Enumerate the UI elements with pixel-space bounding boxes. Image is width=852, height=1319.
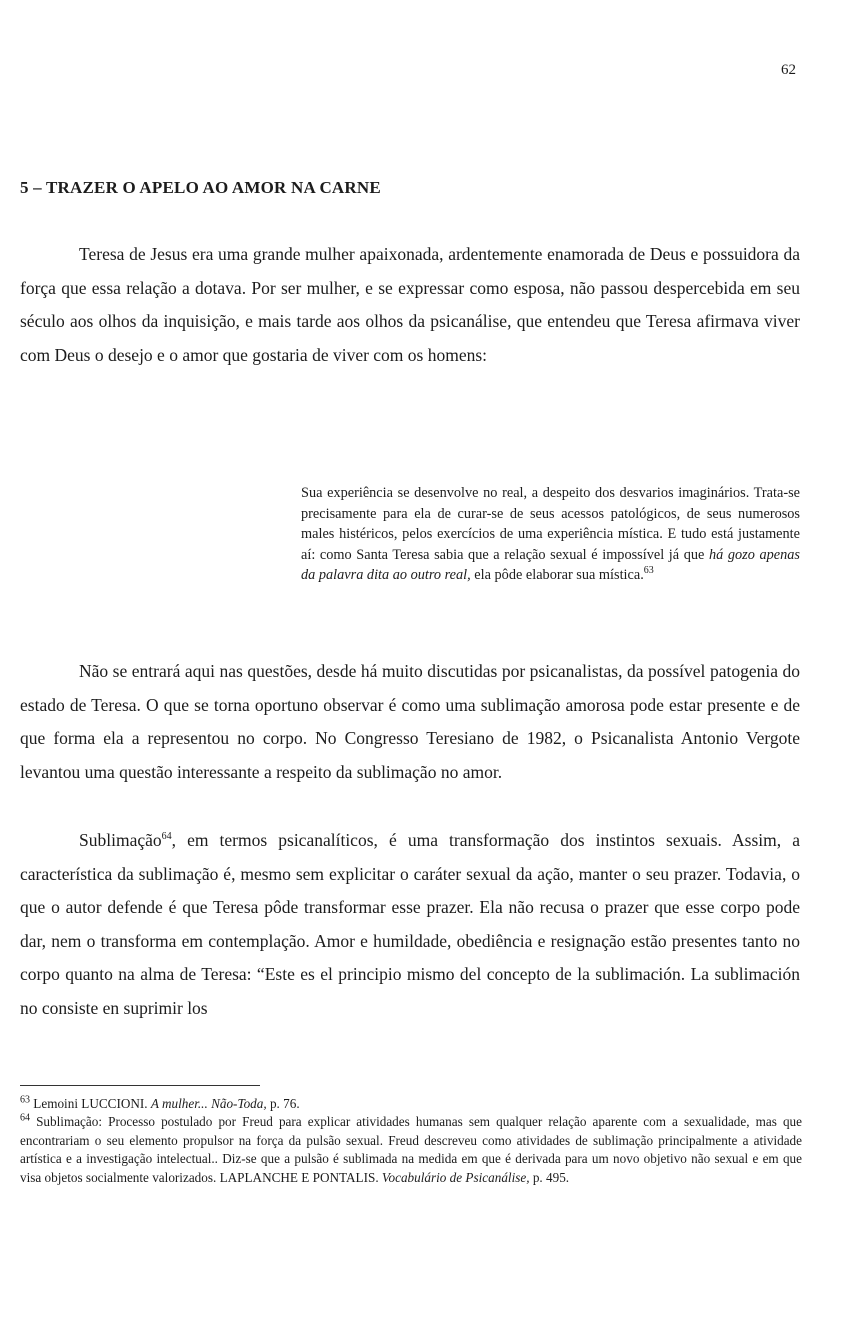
paragraph-3-lead: Sublimação (79, 830, 162, 850)
footnote-63-tail: p. 76. (266, 1096, 300, 1111)
footnote-63-author: Lemoini LUCCIONI. (33, 1096, 148, 1111)
footnote-63-title: A mulher... Não-Toda, (150, 1096, 267, 1111)
footnote-63-number: 63 (20, 1094, 30, 1106)
body-paragraph-2: Não se entrará aqui nas questões, desde há muito discutidas por psicanalistas, da possível patogenia do estado de Teresa. O que se torna oportuno observar é como uma sublimação amorosa pode estar presente e de que forma ela a representou no corpo. No Congresso Teresiano de 1982, o Psicanalista Antonio Vergote levantou uma questão interessante a respeito da sublimação no amor. (20, 661, 800, 782)
paragraph-3-text: , em termos psicanalíticos, é uma transformação dos instintos sexuais. Assim, a característica da sublimação é, mesmo sem explicitar o caráter sexual da ação, manter o seu prazer. Todavia, o que o autor defende é que Teresa pôde transformar esse prazer. Ela não recusa o prazer que esse corpo pode dar, nem o transforma em contemplação. Amor e humildade, obediência e resignação estão presentes tanto no corpo quanto na alma de Teresa: “Este es el principio mismo del concepto de la sublimación. La sublimación no consiste en suprimir los (20, 830, 800, 1018)
block-quote (301, 483, 800, 586)
quote-text-after: ela pôde elaborar sua mística. (470, 567, 644, 584)
footnote-separator (20, 1085, 260, 1086)
footnote-64-number: 64 (20, 1112, 30, 1124)
quote-text-before: Sua experiência se desenvolve no real, a despeito dos desvarios imaginários. Trata-se precisamente para ela de curar-se de seus acessos patológicos, de seus numerosos males histéricos, pelos exercícios de uma experiência mística. E tudo está justamente aí: como Santa Teresa sabia que a relação sexual é impossível já que (301, 485, 800, 563)
chapter-heading: 5 – TRAZER O APELO AO AMOR NA CARNE (20, 178, 381, 197)
footnote-64 (20, 1113, 802, 1187)
footnote-64-tail: p. 495. (529, 1169, 570, 1185)
footnote-64-title: Vocabulário de Psicanálise, (381, 1169, 530, 1185)
footnote-63 (20, 1095, 802, 1114)
footnote-ref-64: 64 (161, 831, 172, 843)
page-number: 62 (781, 62, 796, 78)
body-paragraph-3 (20, 824, 800, 1025)
footnote-64-text: Sublimação: Processo postulado por Freud para explicar atividades humanas sem qualquer relação aparente com a sexualidade, mas que encontrariam o seu elemento propulsor na força da pulsão sexual. Freud descreveu como atividades de sublimação principalmente a atividade artística e a investigação intelectual.. Diz-se que a pulsão é sublimada na medida em que é derivada para um novo objetivo não sexual e em que visa objetos socialmente valorizados. LAPLANCHE E PONTALIS. (20, 1114, 803, 1185)
quote-italic-text: há gozo apenas da palavra dita ao outro real, (301, 546, 800, 584)
footnote-ref-63: 63 (643, 565, 654, 577)
body-paragraph-1: Teresa de Jesus era uma grande mulher apaixonada, ardentemente enamorada de Deus e possuidora da força que essa relação a dotava. Por ser mulher, e se expressar como esposa, não passou despercebida em seu século aos olhos da inquisição, e mais tarde aos olhos da psicanálise, que entendeu que Teresa afirmava viver com Deus o desejo e o amor que gostaria de viver com os homens: (20, 244, 800, 365)
